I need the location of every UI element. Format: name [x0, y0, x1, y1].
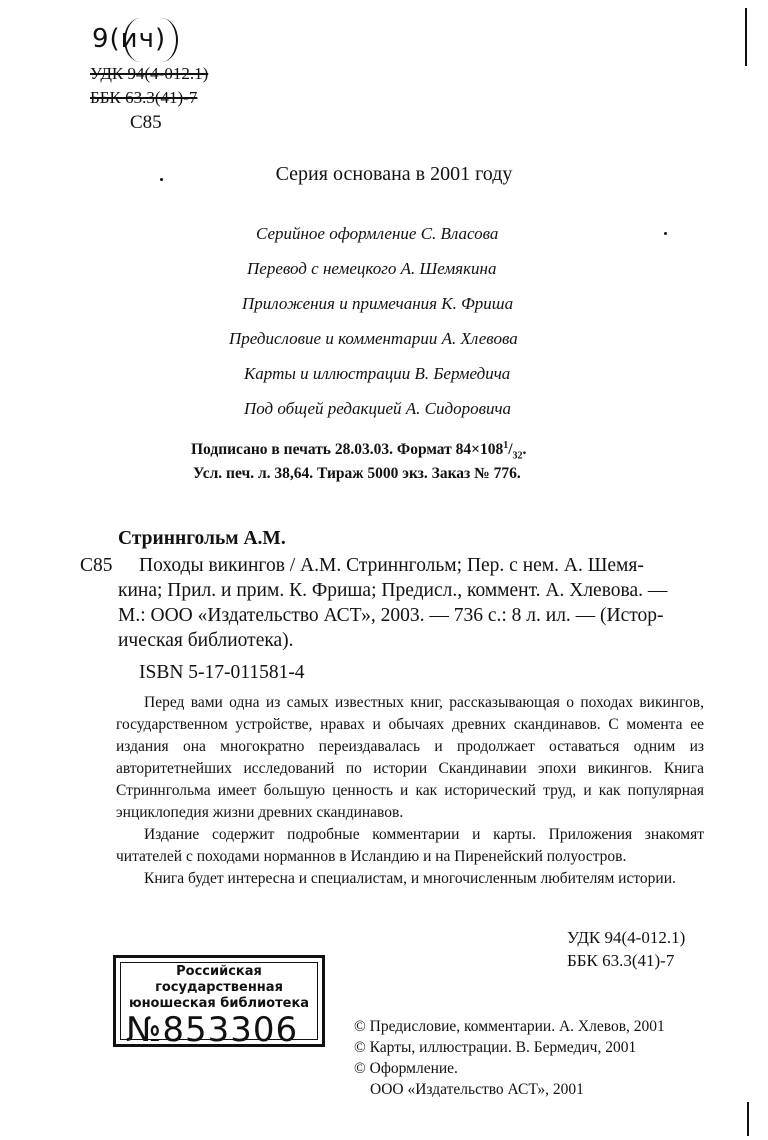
udk-code-struck: УДК 94(4-012.1): [90, 64, 209, 83]
author-mark: С85: [130, 112, 162, 133]
stamp-line-3: юношеская библиотека: [128, 996, 310, 1011]
series-line: Серия основана в 2001 году: [275, 163, 513, 185]
isbn: ISBN 5-17-011581-4: [139, 662, 305, 683]
print-info-line2: Усл. печ. л. 38,64. Тираж 5000 экз. Заказ № 776.: [193, 465, 521, 482]
copyright-line-4: ООО «Издательство АСТ», 2001: [370, 1081, 584, 1098]
credit-appendices: Приложения и примечания К. Фриша: [242, 294, 514, 313]
bbk-code-struck: ББК 63.3(41)-7: [90, 88, 198, 107]
annotation-paragraph-3: Книга будет интересна и специалистам, и многочисленным любителям истории.: [144, 870, 676, 887]
copyright-line-1: © Предисловие, комментарии. А. Хлевов, 2001: [354, 1018, 665, 1035]
print-info-line1: Подписано в печать 28.03.03. Формат $84\times 108^1/_{32}$.: [191, 440, 527, 462]
stamp-number: №853306: [126, 1010, 299, 1050]
bib-line-4: ическая библиотека).: [118, 630, 294, 651]
annotation: [116, 692, 704, 890]
format-sub: 32: [512, 450, 523, 462]
credit-design: Серийное оформление С. Власова: [256, 224, 499, 243]
speck: [664, 232, 667, 235]
handwritten-bracket: [124, 18, 178, 62]
bib-line-2: кина; Прил. и прим. К. Фриша; Предисл., коммент. А. Хлевова. —: [118, 580, 668, 601]
stamp-line-2: государственная: [155, 980, 283, 995]
stamp-line-1: Российская: [176, 964, 262, 979]
copyright-line-3: © Оформление.: [354, 1060, 458, 1077]
page-edge-mark: [747, 1102, 749, 1136]
page-edge-mark: [745, 8, 747, 66]
bib-author: Стриннгольм А.М.: [118, 528, 286, 549]
annotation-paragraph-2: Издание содержит подробные комментарии и карты. Приложения знакомят читателей с походами норманнов в Исландию и на Пиренейский полуостров.: [116, 826, 704, 865]
bib-mark: С85: [80, 555, 113, 576]
bib-line-1: Походы викингов / А.М. Стриннгольм; Пер. с нем. А. Шемя-: [139, 555, 644, 576]
copyright-line-2: © Карты, иллюстрации. В. Бермедич, 2001: [354, 1039, 637, 1056]
library-stamp: [113, 955, 325, 1050]
print-info-text: Подписано в печать 28.03.03. Формат 84×108: [191, 441, 504, 459]
udk-code: УДК 94(4-012.1): [567, 928, 686, 947]
credit-maps: Карты и иллюстрации В. Бермедича: [244, 364, 511, 383]
credit-foreword: Предисловие и комментарии А. Хлевова: [229, 329, 518, 348]
credit-editor: Под общей редакцией А. Сидоровича: [244, 399, 512, 418]
format-sup: 1: [503, 440, 509, 451]
bbk-code: ББК 63.3(41)-7: [567, 951, 675, 970]
handwritten-note: 9(ич): [92, 24, 167, 54]
bib-line-3: М.: ООО «Издательство АСТ», 2003. — 736 с.: 8 л. ил. — (Истор-: [118, 605, 664, 626]
credit-translation: Перевод с немецкого А. Шемякина: [247, 259, 497, 278]
annotation-paragraph-1: Перед вами одна из самых известных книг, рассказывающая о походах викингов, государственном устройстве, нравах и обычаях древних скандинавов. С момента ее издания она многократно переиздавалась и продолжает оставаться одним из авторитетнейших исследований по истории Скандинавии эпохи викингов. Книга Стриннгольма имеет большую ценность и как исторический труд, и как популярная энциклопедия жизни древних скандинавов.: [116, 694, 704, 821]
